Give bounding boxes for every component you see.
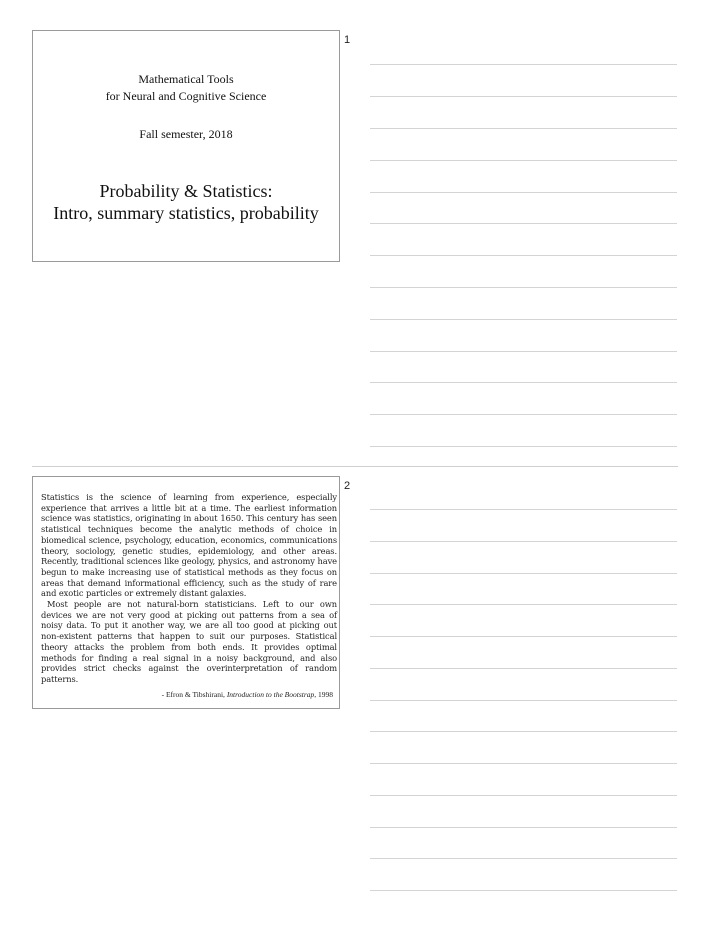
slide-number-2: 2 (344, 480, 351, 492)
notes-line (370, 731, 677, 732)
semester-text: Fall semester, 2018 (139, 127, 233, 141)
attribution-year: , 1998 (314, 690, 333, 699)
slide-1 (32, 30, 340, 262)
slide-title-line2: Intro, summary statistics, probability (53, 203, 319, 223)
notes-line (370, 414, 677, 415)
quote-attribution (162, 690, 333, 699)
notes-line (370, 128, 677, 129)
course-name-line2: for Neural and Cognitive Science (105, 89, 267, 103)
notes-line (370, 509, 677, 510)
notes-line (370, 351, 677, 352)
slide-2 (32, 476, 340, 709)
notes-line (370, 890, 677, 891)
quote-paragraph-1: Statistics is the science of learning from experience, especially experience that arrives a little bit at a time. The earliest information science was statistics, originating in about 1650. This century has seen statistical techniques become the analytic methods of choice in biomedical science, psychology, education, economics, communications theory, sociology, genetic studies, epidemiology, and other areas. Recently, traditional sciences like geology, physics, and astronomy have begun to make increasing use of statistical methods as they focus on areas that demand informational efficiency, such as the study of rare and exotic particles or extremely distant galaxies. (41, 492, 337, 599)
notes-line (370, 668, 677, 669)
notes-line (370, 96, 677, 97)
notes-line (370, 160, 677, 161)
notes-line (370, 604, 677, 605)
notes-line (370, 287, 677, 288)
notes-line (370, 541, 677, 542)
slide-number-1: 1 (344, 34, 351, 46)
notes-line (370, 763, 677, 764)
notes-line (370, 700, 677, 701)
notes-line (370, 636, 677, 637)
slide-title-line1: Probability & Statistics: (99, 181, 273, 201)
notes-line (370, 192, 677, 193)
notes-line (370, 64, 677, 65)
notes-line (370, 827, 677, 828)
page-separator (32, 466, 678, 467)
notes-line (370, 382, 677, 383)
notes-line (370, 858, 677, 859)
course-name-line1: Mathematical Tools (138, 72, 234, 86)
quote-paragraph-2: Most people are not natural-born statisticians. Left to our own devices we are not very good at picking out patterns from a sea of noisy data. To put it another way, we are all too good at picking out non-existent patterns that happen to suit our purposes. Statistical theory attacks the problem from both ends. It provides optimal methods for finding a real signal in a noisy background, and also provides strict checks against the overinterpretation of random patterns. (41, 599, 337, 684)
attribution-authors: - Efron & Tibshirani, (161, 690, 225, 699)
notes-line (370, 255, 677, 256)
quote-text (41, 492, 337, 685)
notes-line (370, 446, 677, 447)
notes-line (370, 319, 677, 320)
notes-line (370, 223, 677, 224)
notes-line (370, 795, 677, 796)
notes-line (370, 573, 677, 574)
attribution-book-title: Introduction to the Bootstrap (226, 690, 315, 699)
